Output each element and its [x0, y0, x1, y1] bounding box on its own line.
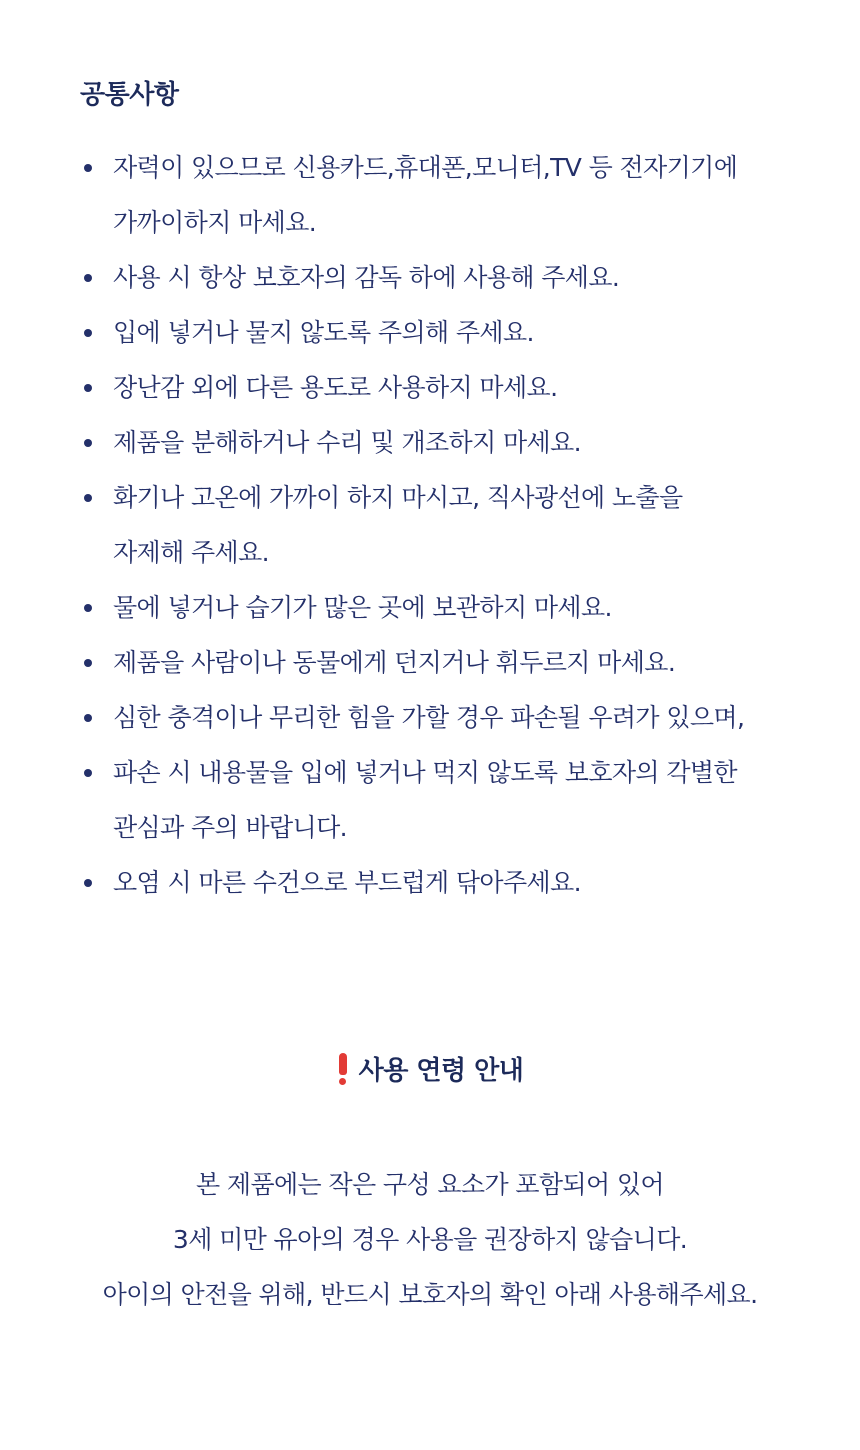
- list-item-text: 심한 충격이나 무리한 힘을 가할 경우 파손될 우려가 있으며,: [113, 703, 745, 732]
- exclamation-icon: [337, 1052, 349, 1086]
- list-item: [80, 305, 800, 360]
- list-item: [80, 360, 800, 415]
- list-item-text: 제품을 분해하거나 수리 및 개조하지 마세요.: [113, 428, 581, 457]
- list-item: [80, 690, 800, 745]
- common-section-title: 공통사항: [80, 80, 179, 110]
- bullet-dot: [84, 714, 92, 722]
- bullet-dot: [84, 439, 92, 447]
- list-item-text: 화기나 고온에 가까이 하지 마시고, 직사광선에 노출을: [113, 483, 683, 512]
- bullet-dot: [84, 274, 92, 282]
- age-notice-heading: [0, 1050, 860, 1087]
- bullet-dot: [84, 329, 92, 337]
- bullet-dot: [84, 659, 92, 667]
- list-item: [80, 580, 800, 635]
- list-item-text: 파손 시 내용물을 입에 넣거나 먹지 않도록 보호자의 각별한: [113, 758, 737, 787]
- bullet-dot: [84, 879, 92, 887]
- list-item: [80, 250, 800, 305]
- list-item-text: 장난감 외에 다른 용도로 사용하지 마세요.: [113, 373, 558, 402]
- bullet-dot: [84, 384, 92, 392]
- list-item: [80, 415, 800, 470]
- list-item: [80, 635, 800, 690]
- list-item: [80, 470, 800, 580]
- list-item-text: 자제해 주세요.: [113, 538, 269, 567]
- age-notice-title: 사용 연령 안내: [358, 1056, 524, 1086]
- age-notice-body: [0, 1157, 860, 1322]
- age-notice-line: 본 제품에는 작은 구성 요소가 포함되어 있어: [196, 1170, 664, 1199]
- list-item-text: 관심과 주의 바랍니다.: [113, 813, 347, 842]
- bullet-dot: [84, 164, 92, 172]
- bullet-dot: [84, 604, 92, 612]
- bullet-dot: [84, 494, 92, 502]
- list-item-text: 가까이하지 마세요.: [113, 208, 317, 237]
- list-item-text: 사용 시 항상 보호자의 감독 하에 사용해 주세요.: [113, 263, 620, 292]
- list-item-text: 물에 넣거나 습기가 많은 곳에 보관하지 마세요.: [113, 593, 612, 622]
- common-precautions-list: [80, 140, 800, 910]
- list-item: [80, 855, 800, 910]
- list-item-text: 자력이 있으므로 신용카드,휴대폰,모니터,TV 등 전자기기에: [113, 153, 738, 182]
- age-notice-line: 아이의 안전을 위해, 반드시 보호자의 확인 아래 사용해주세요.: [102, 1280, 758, 1309]
- list-item-text: 오염 시 마른 수건으로 부드럽게 닦아주세요.: [113, 868, 581, 897]
- bullet-dot: [84, 769, 92, 777]
- list-item: [80, 140, 800, 250]
- list-item-text: 제품을 사람이나 동물에게 던지거나 휘두르지 마세요.: [113, 648, 676, 677]
- list-item: [80, 745, 800, 855]
- list-item-text: 입에 넣거나 물지 않도록 주의해 주세요.: [113, 318, 534, 347]
- age-notice-line: 3세 미만 유아의 경우 사용을 권장하지 않습니다.: [172, 1225, 688, 1254]
